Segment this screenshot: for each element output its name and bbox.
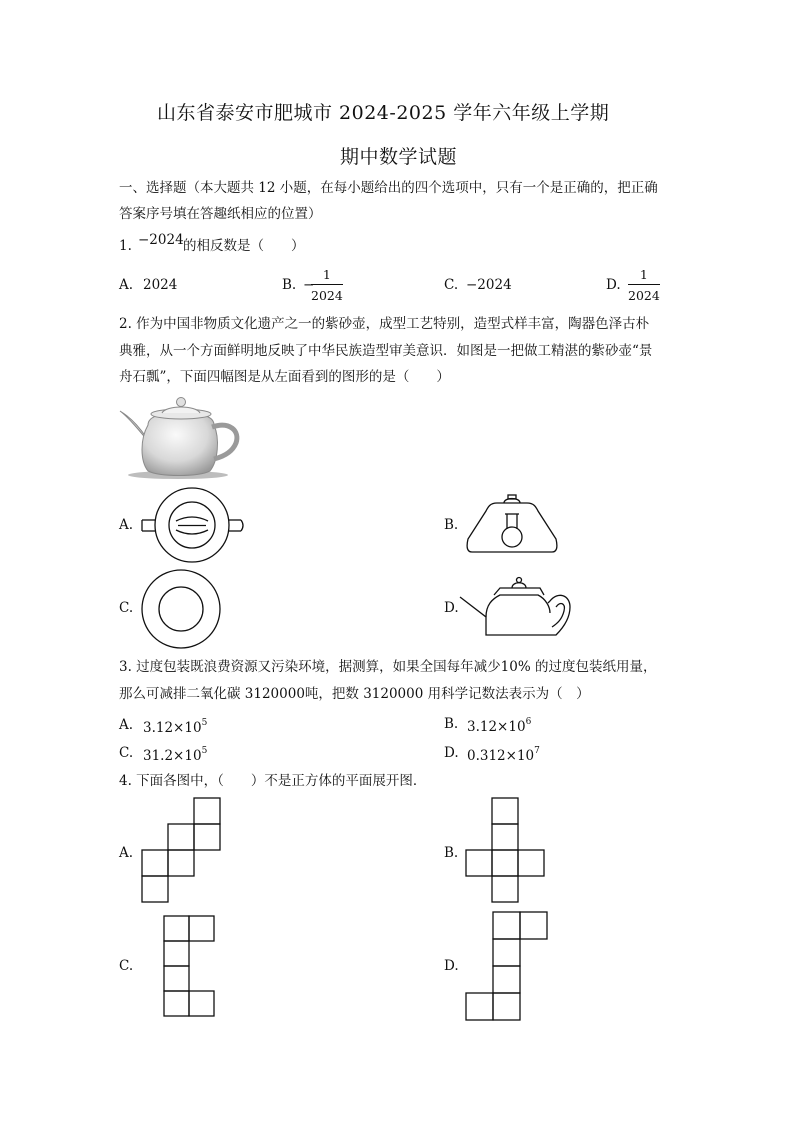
q2-option-c-figure — [140, 568, 222, 650]
q3-option-b — [467, 718, 531, 735]
q1-option-b-fraction — [311, 267, 343, 303]
q2-option-d-figure — [460, 577, 575, 639]
q4-option-a-net — [140, 797, 224, 905]
q1-option-d-fraction — [628, 267, 660, 303]
q1-stem: 的相反数是（ ） — [183, 238, 305, 254]
q1-option-c: −2024 — [466, 277, 512, 293]
q4-option-c-net — [162, 914, 218, 1020]
q2-option-a-label: A. — [119, 517, 134, 533]
q3-option-a-base: 3.12×10 — [143, 720, 202, 736]
q4-option-a-label: A. — [119, 845, 134, 861]
q2-option-a-figure — [140, 487, 245, 564]
title-line-2: 期中数学试题 — [340, 146, 458, 168]
q2-line-3: 舟石瓢”，下面四幅图是从左面看到的图形的是（ ） — [119, 369, 450, 385]
q3-option-c — [143, 747, 207, 764]
q3-option-c-base: 31.2×10 — [143, 748, 202, 764]
q1-option-a: 2024 — [143, 277, 178, 293]
q3-line-1: 3. 过度包装既浪费资源又污染环境，据测算，如果全国每年减少10% 的过度包装纸用量， — [119, 659, 657, 675]
q1-option-d-numerator: 1 — [639, 267, 648, 282]
q2-option-b-label: B. — [444, 517, 459, 533]
q2-line-2: 典雅，从一个方面鲜明地反映了中华民族造型审美意识．如图是一把做工精湛的紫砂壶“景 — [119, 343, 653, 359]
q4-option-c-label: C. — [119, 958, 134, 974]
q3-option-a-exponent: 5 — [201, 718, 208, 728]
q4-option-b-label: B. — [444, 845, 459, 861]
q1-expression: −2024 — [138, 232, 184, 248]
q2-option-c-label: C. — [119, 600, 134, 616]
q2-option-d-label: D. — [444, 600, 459, 616]
teapot-photo — [118, 395, 243, 480]
q3-option-b-base: 3.12×10 — [467, 719, 526, 735]
q1-option-d-label: D. — [606, 277, 621, 293]
q4-option-d-net — [464, 910, 550, 1022]
q1-number: 1. — [119, 238, 132, 254]
q3-option-a-label: A. — [119, 717, 134, 733]
q3-line-2: 那么可减排二氧化碳 3120000吨，把数 3120000 用科学记数法表示为（ ） — [119, 686, 590, 702]
section-heading-line-1: 一、选择题（本大题共 12 小题，在每小题给出的四个选项中，只有一个是正确的，把正确 — [119, 180, 658, 196]
title-line-1: 山东省泰安市肥城市 2024-2025 学年六年级上学期 — [157, 102, 610, 124]
q1-option-b-sign: − — [303, 277, 315, 293]
q2-line-1: 2. 作为中国非物质文化遗产之一的紫砂壶，成型工艺特别，造型式样丰富，陶器色泽古朴 — [119, 316, 650, 332]
q3-option-b-exponent: 6 — [525, 717, 532, 727]
q3-option-d-base: 0.312×10 — [467, 748, 535, 764]
q1-option-c-label: C. — [444, 277, 459, 293]
q4-option-b-net — [464, 797, 548, 905]
q3-option-a — [143, 719, 207, 736]
q3-option-c-label: C. — [119, 745, 134, 761]
q3-option-d-label: D. — [444, 745, 459, 761]
q1-option-b-label: B. — [282, 277, 297, 293]
q1-option-d-denominator: 2024 — [628, 288, 660, 303]
q1-option-b-denominator: 2024 — [311, 288, 343, 303]
q3-option-d — [467, 747, 540, 764]
q4-stem: 4. 下面各图中，（ ）不是正方体的平面展开图． — [119, 773, 427, 789]
q4-option-d-label: D. — [444, 958, 459, 974]
q2-option-b-figure — [464, 493, 560, 555]
section-heading-line-2: 答案序号填在答趣纸相应的位置） — [119, 206, 322, 222]
q1-option-a-label: A. — [119, 277, 134, 293]
q3-option-d-exponent: 7 — [534, 746, 540, 756]
q3-option-b-label: B. — [444, 716, 459, 732]
q1-option-b-numerator: 1 — [322, 267, 331, 282]
q3-option-c-exponent: 5 — [201, 746, 208, 756]
